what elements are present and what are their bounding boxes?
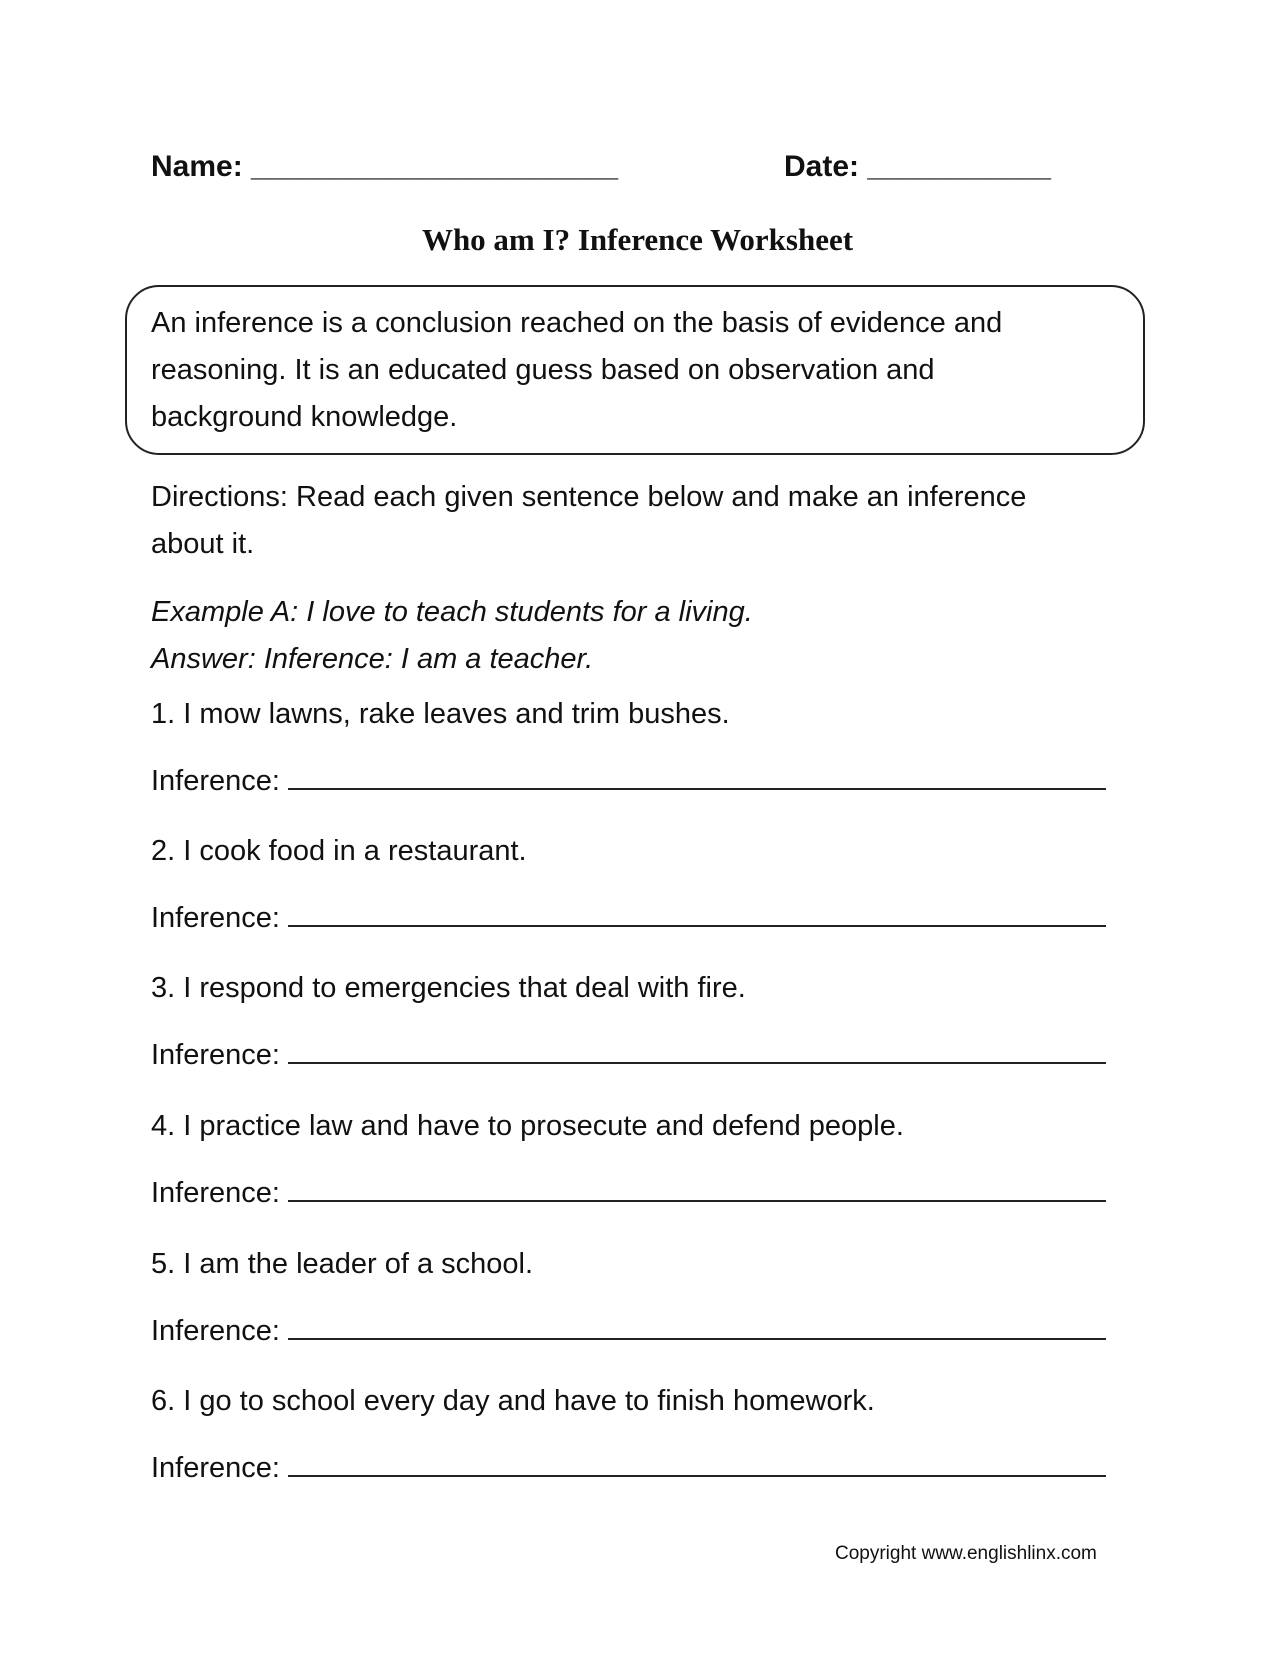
directions-text: Directions: Read each given sentence below and make an inference about it.	[151, 481, 1027, 560]
example-sentence: Example A: I love to teach students for a living.	[151, 596, 753, 628]
example-answer: Answer: Inference: I am a teacher.	[151, 643, 594, 675]
question-2: 2. I cook food in a restaurant.	[151, 835, 527, 867]
answer-line-2[interactable]	[288, 897, 1106, 927]
answer-row-2	[151, 897, 1106, 935]
inference-label: Inference:	[151, 1177, 280, 1209]
question-4: 4. I practice law and have to prosecute and defend people.	[151, 1110, 904, 1142]
answer-line-6[interactable]	[288, 1447, 1106, 1477]
inference-label: Inference:	[151, 1039, 280, 1071]
copyright-notice: Copyright www.englishlinx.com	[835, 1543, 1097, 1564]
answer-line-3[interactable]	[288, 1034, 1106, 1064]
question-6: 6. I go to school every day and have to finish homework.	[151, 1385, 875, 1417]
answer-row-1	[151, 760, 1106, 798]
answer-row-5	[151, 1310, 1106, 1348]
inference-label: Inference:	[151, 1315, 280, 1347]
question-1: 1. I mow lawns, rake leaves and trim bushes.	[151, 698, 730, 730]
answer-row-6	[151, 1447, 1106, 1485]
question-3: 3. I respond to emergencies that deal with fire.	[151, 972, 746, 1004]
worksheet-title: Who am I? Inference Worksheet	[421, 222, 854, 257]
answer-line-5[interactable]	[288, 1310, 1106, 1340]
name-field[interactable]: Name: ______________________	[151, 150, 619, 183]
inference-label: Inference:	[151, 765, 280, 797]
answer-line-1[interactable]	[288, 760, 1106, 790]
inference-label: Inference:	[151, 1452, 280, 1484]
inference-label: Inference:	[151, 902, 280, 934]
question-5: 5. I am the leader of a school.	[151, 1248, 534, 1280]
answer-row-3	[151, 1034, 1106, 1072]
definition-text: An inference is a conclusion reached on the basis of evidence and reasoning. It is an educated guess based on observation and background knowledge.	[151, 307, 1003, 433]
date-field[interactable]: Date: ___________	[784, 150, 1051, 183]
example-block	[151, 589, 753, 683]
answer-line-4[interactable]	[288, 1172, 1106, 1202]
answer-row-4	[151, 1172, 1106, 1210]
